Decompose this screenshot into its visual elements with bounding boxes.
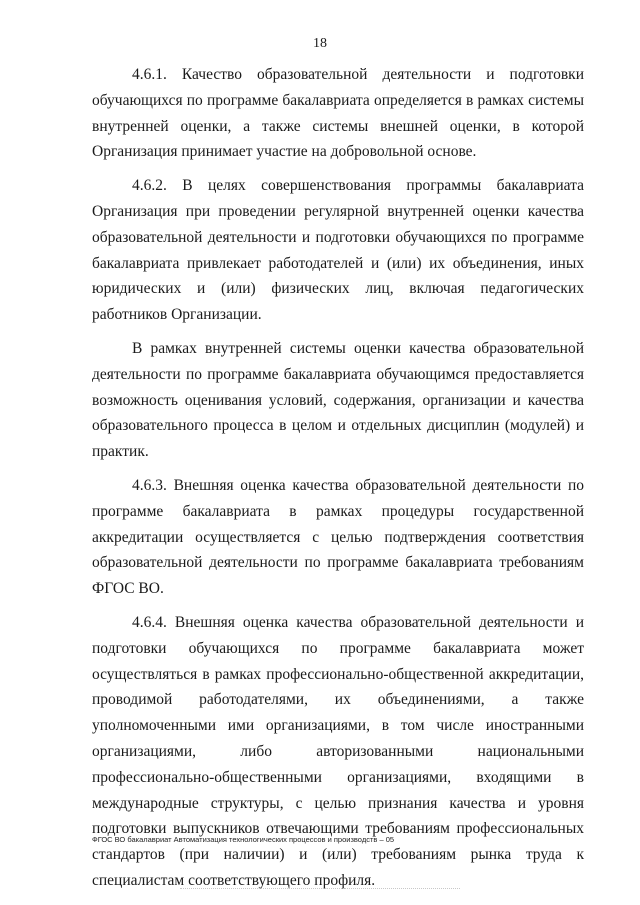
document-body [92,62,584,902]
paragraph-4-6-3: 4.6.3. Внешняя оценка качества образовательной деятельности по программе бакалавриата в рамках процедуры государственной аккредитации осуществляется с целью подтверждения соответствия образовательной деятельности по программе бакалавриата требованиям ФГОС ВО. [92,476,584,598]
page-number: 18 [313,36,327,51]
paragraph-4-6-2: 4.6.2. В целях совершенствования программы бакалавриата Организация при проведении регулярной внутренней оценки качества образовательной деятельности и подготовки обучающихся по программе бакалавриата привлекает работодателей и (или) их объединения, иных юридических и (или) физических лиц, включая педагогических работников Организации. [92,177,584,324]
scan-artifact-line [180,888,460,889]
paragraph-4-6-1: 4.6.1. Качество образовательной деятельности и подготовки обучающихся по программе бакалавриата определяется в рамках системы внутренней оценки, а также системы внешней оценки, в которой Организация принимает участие на добровольной основе. [92,66,584,161]
paragraph-internal-assessment: В рамках внутренней системы оценки качества образовательной деятельности по программе бакалавриата обучающимся предоставляется возможность оценивания условий, содержания, организации и качества образовательного процесса в целом и отдельных дисциплин (модулей) и практик. [92,339,584,461]
paragraph-4-6-4: 4.6.4. Внешняя оценка качества образовательной деятельности и подготовки обучающихся по программе бакалавриата может осуществляться в рамках профессионально-общественной аккредитации, проводимой работодателями, их объединениями, а также уполномоченными ими организациями, в том числе иностранными организациями, либо авторизованными национальными профессионально-общественными организациями, входящими в международные структуры, с целью признания качества и уровня подготовки выпускников отвечающими требованиям профессиональных стандартов (при наличии) и (или) требованиям рынка труда к специалистам соответствующего профиля. [92,613,584,889]
page-footer: ФГОС ВО бакалавриат Автоматизация технологических процессов и производств – 05 [92,835,395,844]
